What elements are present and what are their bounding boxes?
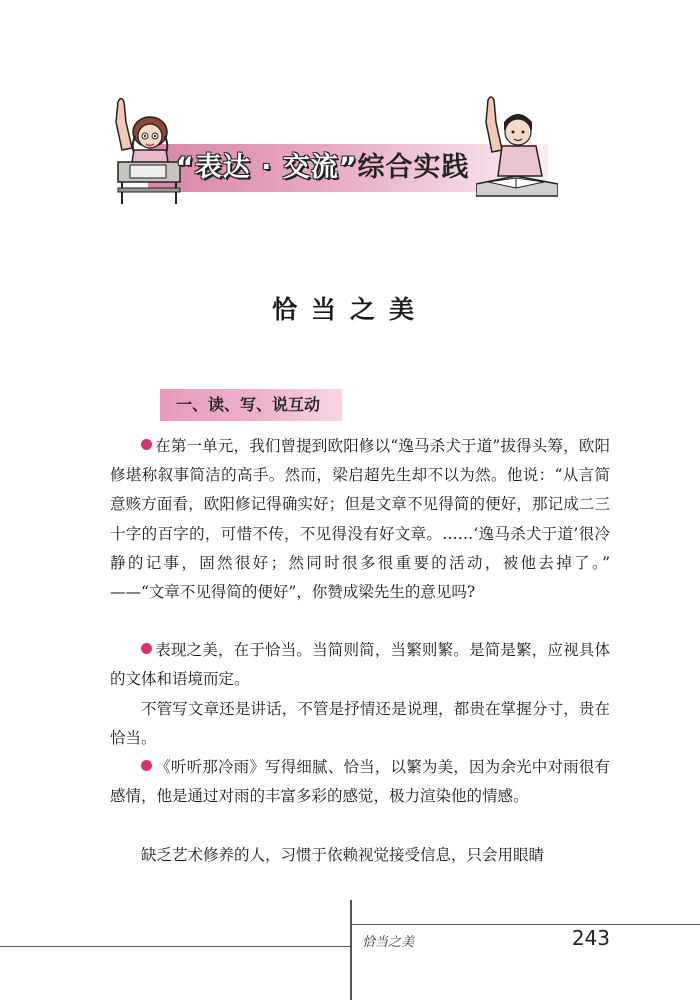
footer-rule-right [352,924,700,925]
section-heading-text: 一、读、写、说互动 [176,395,321,414]
bullet-dot [141,760,152,771]
paragraph-3 [110,695,610,753]
page-number: 243 [571,926,610,950]
paragraph-2 [110,636,610,694]
boy-student-illustration [476,92,558,210]
paragraph-1-text: 在第一单元，我们曾提到欧阳修以“逸马杀犬于道”拔得头筹，欧阳修堪称叙事简洁的高手。然而，梁启超先生却不以为然。他说：“从言简意赅方面看，欧阳修记得确实好；但是文章不见得简的便好，那记成二三十字的百字的，可惜不传，不见得没有好文章。……‘逸马杀犬于道’很冷静的记事，固然很好；然同时很多很重要的活动，被他去掉了。” ——“文章不见得简的便好”，你赞成梁先生的意见吗? [110,437,626,602]
paragraph-3-text: 不管写文章还是讲话，不管是抒情还是说理，都贵在掌握分寸，贵在恰当。 [110,700,610,748]
banner-title-rest: 综合实践 [357,152,470,183]
banner-title [176,146,470,190]
banner-title-accent: “表达 · 交流” [176,152,358,183]
paragraph-5-text: 缺乏艺术修养的人，习惯于依赖视觉接受信息，只会用眼睛 [141,846,545,864]
footer-divider [350,900,352,1000]
bullet-dot [141,643,152,654]
paragraph-4-text: 《听听那冷雨》写得细腻、恰当，以繁为美，因为余光中对雨很有感情，他是通过对雨的丰富多彩的感觉，极力渲染他的情感。 [110,758,610,806]
page-title: 恰当之美 [271,295,428,324]
paragraph-5 [110,841,610,870]
paragraph-2-text: 表现之美，在于恰当。当简则简，当繁则繁。是简是繁，应视具体的文体和语境而定。 [110,641,610,689]
paragraph-1 [110,432,626,607]
footer-rule-left [0,946,350,947]
unit-banner [108,92,558,210]
footer-section-name: 恰当之美 [362,935,415,950]
bullet-dot [141,439,152,450]
section-heading [160,389,342,421]
paragraph-4 [110,753,610,811]
